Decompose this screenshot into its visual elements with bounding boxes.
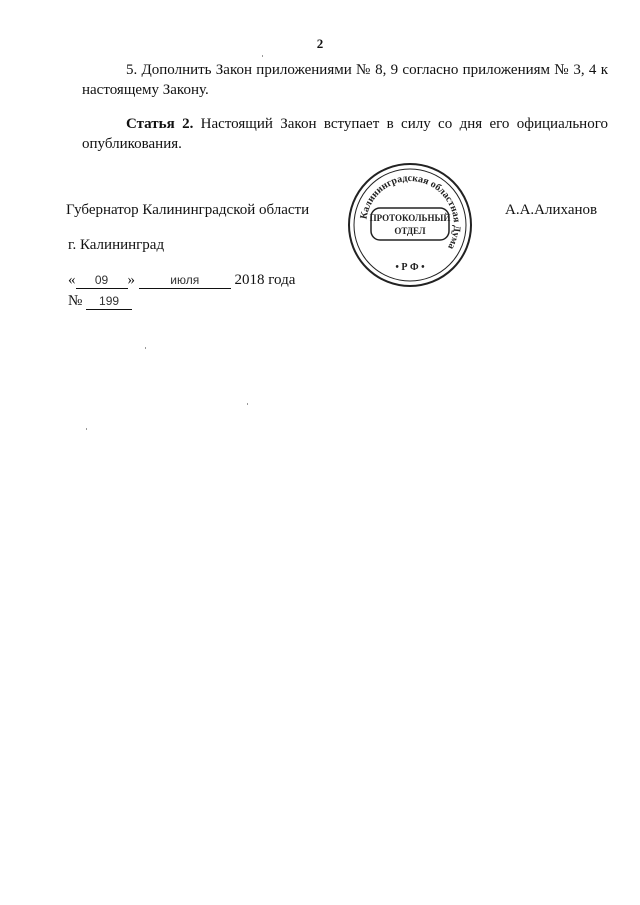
document-number-line [68,293,132,310]
stamp-center-line1: ПРОТОКОЛЬНЫЙ [369,213,451,223]
date-close-quote: » [127,272,135,288]
governor-title: Губернатор Калининградской области [66,202,310,218]
date-line [68,272,295,289]
stamp-center-line2: ОТДЕЛ [394,226,426,236]
paragraph-amendment-5: 5. Дополнить Закон приложениями № 8, 9 согласно приложениям № 3, 4 к настоящему Закону. [82,62,608,98]
scan-speck [247,403,248,405]
article-2-text: Настоящий Закон вступает в силу со дня его официального опубликования. [82,116,608,152]
stamp-ring-label: Калининградская областная Дума [358,172,463,252]
official-stamp [345,160,475,290]
date-day: 09 [76,272,128,289]
article-2-paragraph [82,114,608,154]
scan-speck [86,428,87,430]
scan-speck [145,347,146,349]
article-2-heading: Статья 2. [126,116,194,132]
scan-speck [262,55,263,57]
date-month: июля [139,272,231,289]
governor-name: А.А.Алиханов [505,202,598,218]
date-year: 2018 года [230,272,296,288]
number-sign: № [68,293,83,309]
page-number: 2 [316,36,324,51]
date-open-quote: « [68,272,76,288]
stamp-bottom-label: • Р Ф • [395,262,425,273]
city-line: г. Калининград [68,237,165,253]
document-number: 199 [86,293,132,310]
